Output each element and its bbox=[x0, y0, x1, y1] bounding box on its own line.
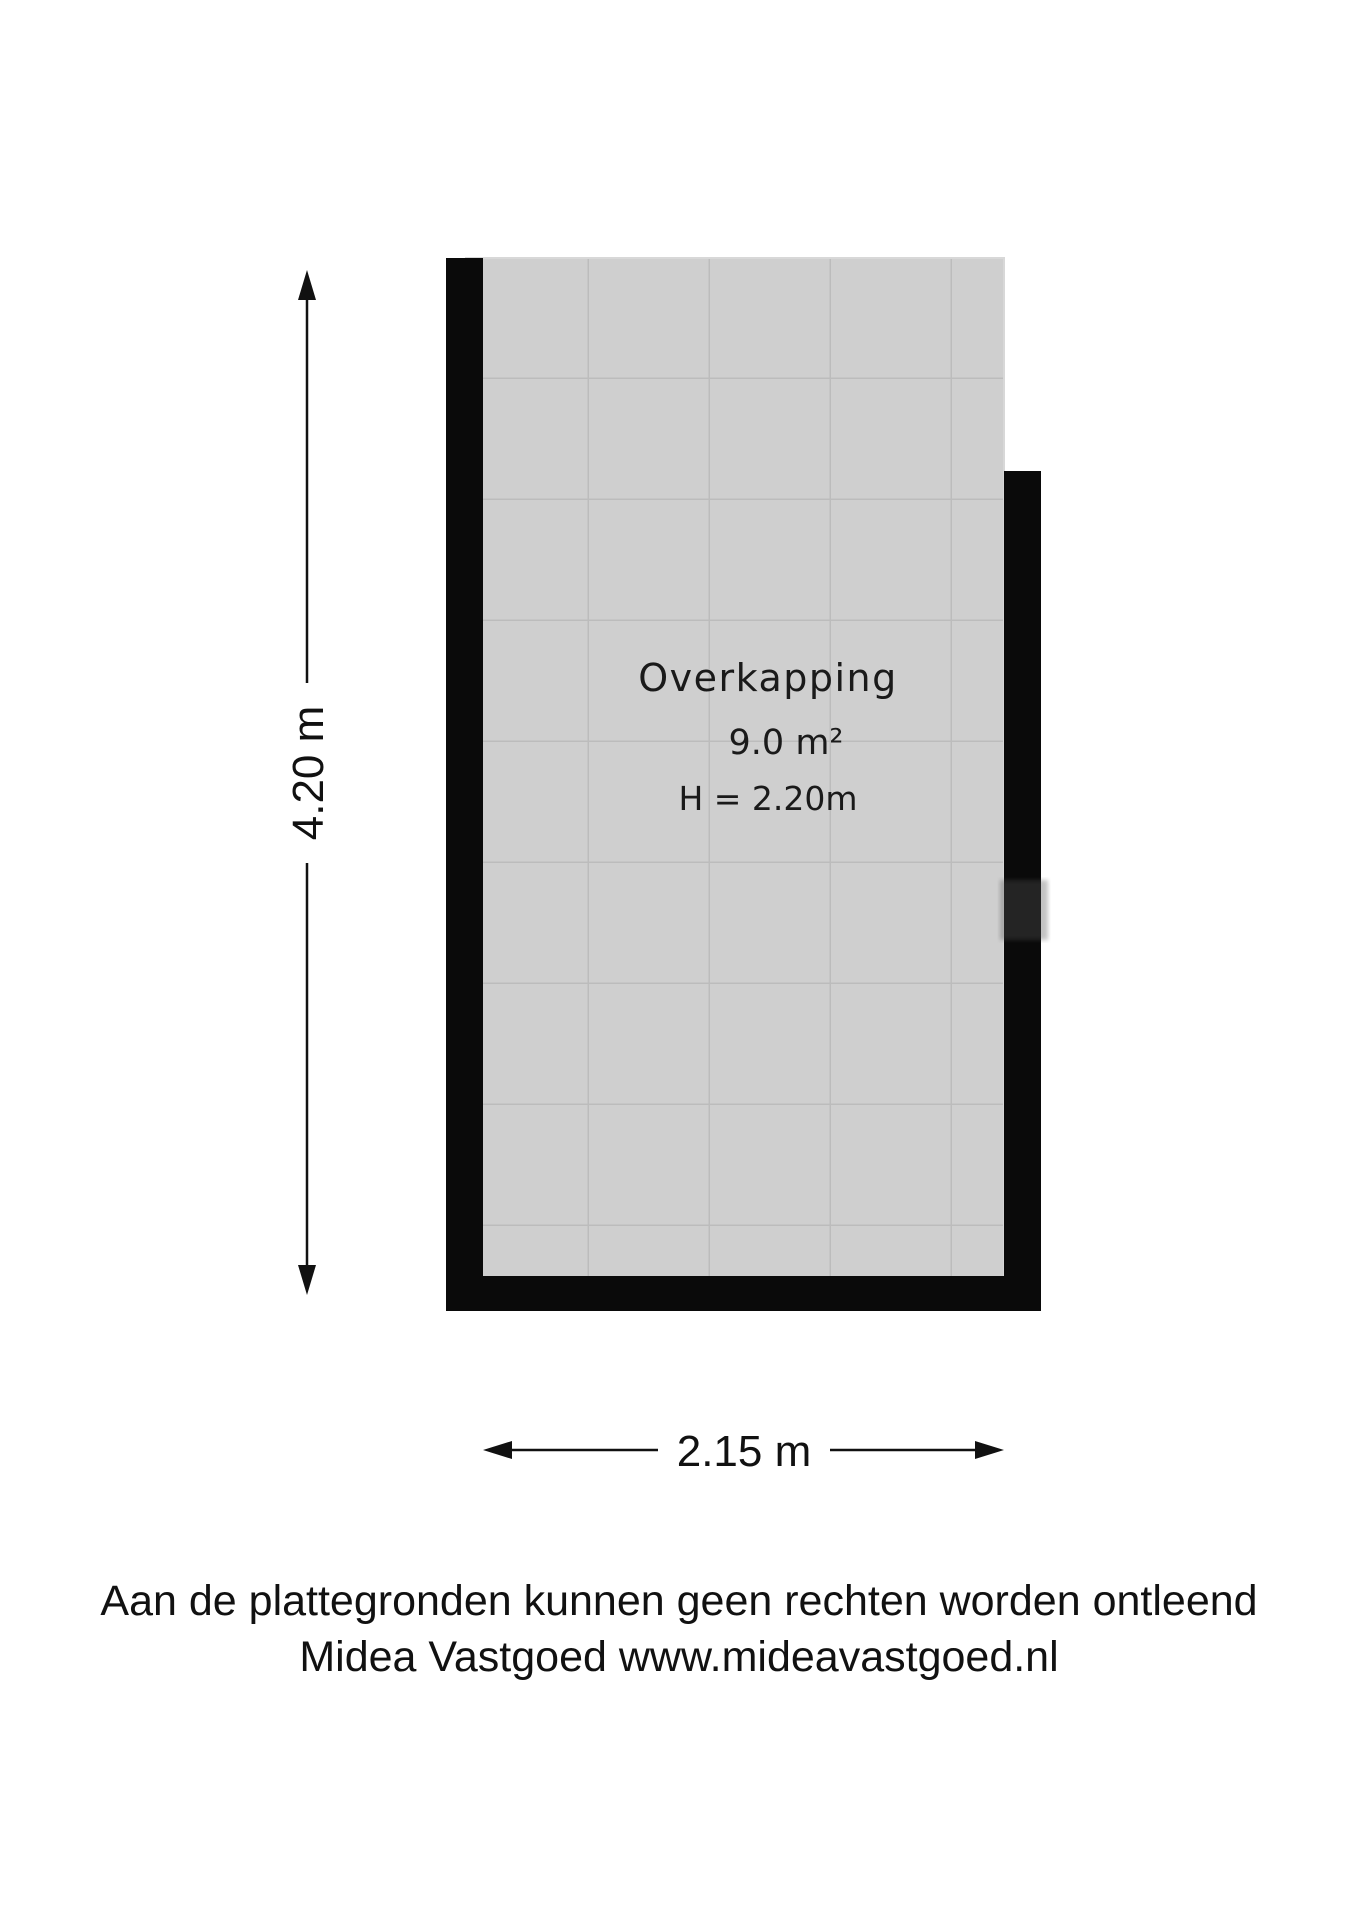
disclaimer-text: Aan de plattegronden kunnen geen rechten worden ontleend bbox=[100, 1577, 1258, 1625]
arrow-left-icon bbox=[483, 1441, 512, 1459]
room-height: H = 2.20m bbox=[678, 779, 858, 818]
room-name: Overkapping bbox=[638, 656, 898, 700]
room-area: 9.0 m² bbox=[728, 723, 844, 763]
dimension-vertical-label: 4.20 m bbox=[284, 705, 333, 841]
wall-left bbox=[446, 258, 483, 1311]
company-credit: Midea Vastgoed www.mideavastgoed.nl bbox=[299, 1633, 1059, 1681]
dimension-horizontal-label: 2.15 m bbox=[676, 1427, 812, 1476]
arrow-down-icon bbox=[298, 1265, 316, 1295]
floor-area bbox=[466, 258, 1004, 1281]
wall-opening-shadow bbox=[1000, 880, 1048, 940]
dimension-horizontal bbox=[483, 1427, 1004, 1476]
arrow-right-icon bbox=[975, 1441, 1004, 1459]
dimension-vertical bbox=[284, 270, 333, 1295]
wall-bottom bbox=[446, 1276, 1041, 1311]
arrow-up-icon bbox=[298, 270, 316, 300]
